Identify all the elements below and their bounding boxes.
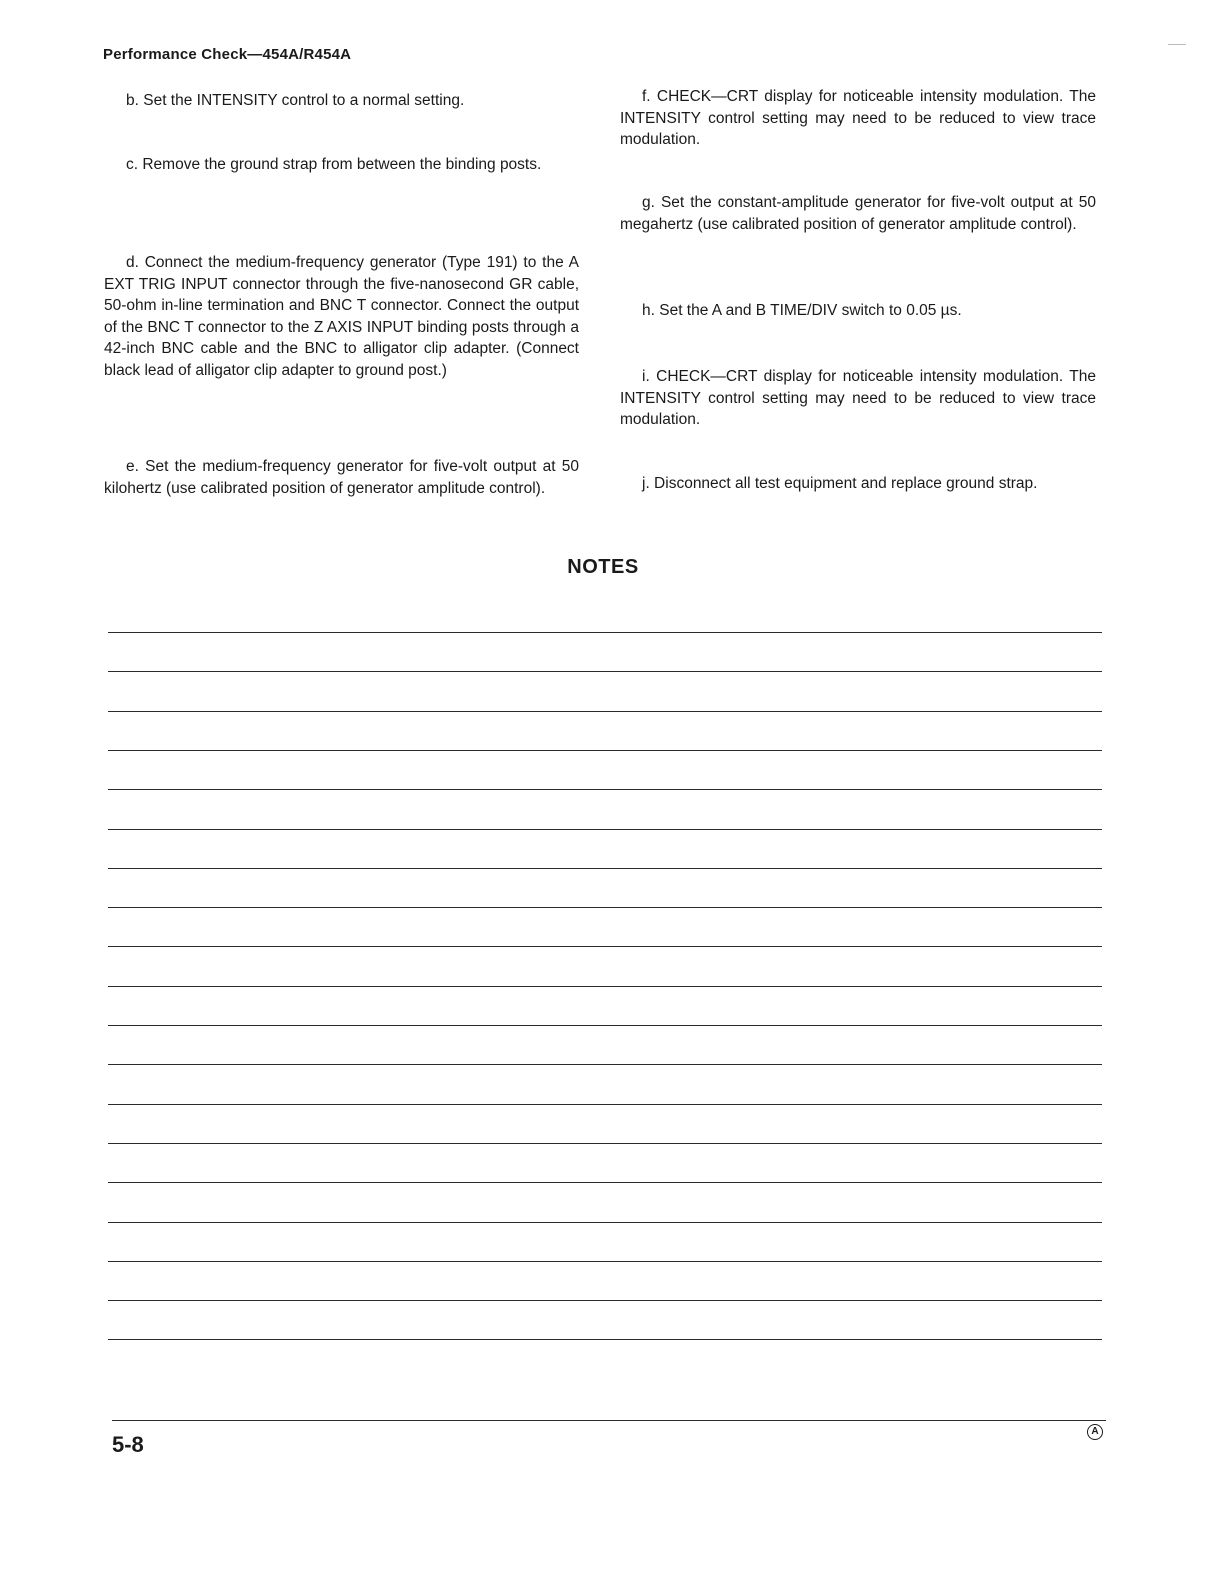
note-line xyxy=(108,1182,1102,1183)
note-line xyxy=(108,1104,1102,1105)
note-line xyxy=(108,1064,1102,1065)
note-line xyxy=(108,868,1102,869)
revision-mark-icon: A xyxy=(1087,1424,1103,1440)
step-h: h. Set the A and B TIME/DIV switch to 0.05 µs. xyxy=(642,302,962,319)
step-e: e. Set the medium-frequency generator for five-volt output at 50 kilohertz (use calibrated position of generator amplitude control). xyxy=(104,458,579,497)
page-number: 5-8 xyxy=(112,1432,144,1457)
note-line xyxy=(108,986,1102,987)
corner-mark xyxy=(1168,44,1186,45)
note-line xyxy=(108,946,1102,947)
note-line xyxy=(108,907,1102,908)
step-j: j. Disconnect all test equipment and replace ground strap. xyxy=(642,475,1038,492)
step-f: f. CHECK—CRT display for noticeable intensity modulation. The INTENSITY control setting may need to be reduced to view trace modulation. xyxy=(620,88,1096,148)
page-header: Performance Check—454A/R454A xyxy=(103,46,352,63)
note-line xyxy=(108,1300,1102,1301)
step-i: i. CHECK—CRT display for noticeable intensity modulation. The INTENSITY control setting may need to be reduced to view trace modulation. xyxy=(620,368,1096,428)
note-line xyxy=(108,1222,1102,1223)
step-g: g. Set the constant-amplitude generator for five-volt output at 50 megahertz (use calibrated position of generator amplitude control). xyxy=(620,194,1096,233)
note-line xyxy=(108,1143,1102,1144)
step-b: b. Set the INTENSITY control to a normal setting. xyxy=(126,92,465,109)
note-line xyxy=(108,711,1102,712)
note-line xyxy=(108,632,1102,633)
note-line xyxy=(108,1025,1102,1026)
note-line xyxy=(108,1339,1102,1340)
step-d: d. Connect the medium-frequency generator (Type 191) to the A EXT TRIG INPUT connector through the five-nanosecond GR cable, 50-ohm in-line termination and BNC T connector. Connect the output of the BNC T connector to the Z AXIS INPUT binding posts through a 42-inch BNC cable and the BNC to alligator clip adapter. (Connect black lead of alligator clip adapter to ground post.) xyxy=(104,254,579,379)
notes-title: NOTES xyxy=(567,556,639,578)
note-line xyxy=(108,750,1102,751)
footer-rule xyxy=(112,1420,1106,1421)
note-line xyxy=(108,789,1102,790)
step-c: c. Remove the ground strap from between the binding posts. xyxy=(126,156,542,173)
note-line xyxy=(108,1261,1102,1262)
note-line xyxy=(108,671,1102,672)
note-line xyxy=(108,829,1102,830)
